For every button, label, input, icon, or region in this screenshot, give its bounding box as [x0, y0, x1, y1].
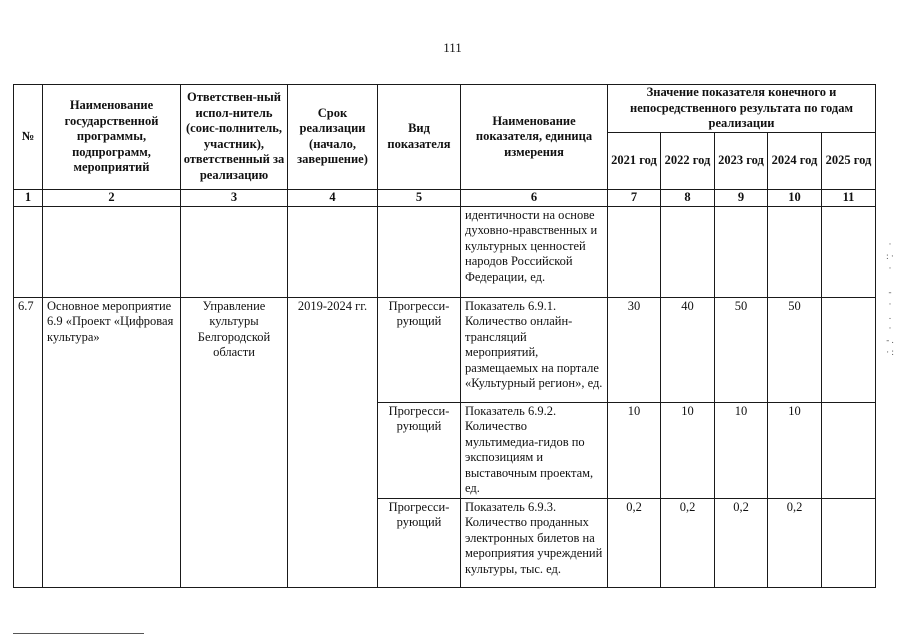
continuation-text: идентичности на основе духовно-нравственных и культурных ценностей народов Российской Федерации, ед. — [461, 206, 608, 297]
column-number: 5 — [378, 189, 461, 206]
empty-cell — [715, 206, 768, 297]
indicator-name: Показатель 6.9.2. Количество мультимедиа-гидов по экспозициям и выставочным проектам, ед. — [461, 402, 608, 498]
value-2021: 0,2 — [608, 498, 661, 587]
column-number: 7 — [608, 189, 661, 206]
value-2025 — [822, 498, 876, 587]
page-number: 111 — [443, 40, 462, 55]
indicator-name: Показатель 6.9.3. Количество проданных электронных билетов на мероприятия учреждений культуры, тыс. ед. — [461, 498, 608, 587]
activity-responsible: Управление культуры Белгородской области — [181, 297, 288, 587]
value-2021: 30 — [608, 297, 661, 402]
column-number: 10 — [768, 189, 822, 206]
empty-cell — [768, 206, 822, 297]
table-row — [14, 297, 876, 402]
column-number: 8 — [661, 189, 715, 206]
header-responsible: Ответствен-ный испол-нитель (соис-полнитель, участник), ответственный за реализацию — [181, 85, 288, 190]
continuation-row — [14, 206, 876, 297]
empty-cell — [43, 206, 181, 297]
value-2023: 50 — [715, 297, 768, 402]
bottom-rule — [13, 633, 144, 634]
header-indicator-type: Вид показателя — [378, 85, 461, 190]
header-year-2021: 2021 год — [608, 132, 661, 189]
empty-cell — [822, 206, 876, 297]
empty-cell — [181, 206, 288, 297]
empty-cell — [14, 206, 43, 297]
indicator-type: Прогресси-рующий — [378, 498, 461, 587]
value-2025 — [822, 297, 876, 402]
value-2022: 0,2 — [661, 498, 715, 587]
header-values-group: Значение показателя конечного и непосредственного результата по годам реализации — [608, 85, 876, 133]
header-year-2025: 2025 год — [822, 132, 876, 189]
value-2021: 10 — [608, 402, 661, 498]
value-2022: 40 — [661, 297, 715, 402]
column-number: 4 — [288, 189, 378, 206]
empty-cell — [378, 206, 461, 297]
indicator-table — [13, 84, 876, 588]
activity-number: 6.7 — [14, 297, 43, 587]
indicator-name: Показатель 6.9.1. Количество онлайн-трансляций мероприятий, размещаемых на портале «Культурный регион», ед. — [461, 297, 608, 402]
header-name: Наименование государственной программы, подпрограмм, мероприятий — [43, 85, 181, 190]
value-2023: 0,2 — [715, 498, 768, 587]
value-2024: 0,2 — [768, 498, 822, 587]
activity-term: 2019-2024 гг. — [288, 297, 378, 587]
header-term: Срок реализации (начало, завершение) — [288, 85, 378, 190]
value-2022: 10 — [661, 402, 715, 498]
column-number: 9 — [715, 189, 768, 206]
indicator-type: Прогресси-рующий — [378, 297, 461, 402]
scan-margin-marks: · : · · - · . · - . · : — [886, 239, 894, 357]
column-number: 1 — [14, 189, 43, 206]
activity-name: Основное мероприятие 6.9 «Проект «Цифровая культура» — [43, 297, 181, 587]
column-number: 3 — [181, 189, 288, 206]
value-2023: 10 — [715, 402, 768, 498]
indicator-type: Прогресси-рующий — [378, 402, 461, 498]
header-year-2024: 2024 год — [768, 132, 822, 189]
header-year-2023: 2023 год — [715, 132, 768, 189]
empty-cell — [661, 206, 715, 297]
value-2024: 10 — [768, 402, 822, 498]
empty-cell — [608, 206, 661, 297]
empty-cell — [288, 206, 378, 297]
column-number: 2 — [43, 189, 181, 206]
header-row — [14, 85, 876, 133]
value-2025 — [822, 402, 876, 498]
header-no: № — [14, 85, 43, 190]
header-indicator-name: Наименование показателя, единица измерения — [461, 85, 608, 190]
column-number: 11 — [822, 189, 876, 206]
header-year-2022: 2022 год — [661, 132, 715, 189]
column-number: 6 — [461, 189, 608, 206]
column-numbers-row — [14, 189, 876, 206]
value-2024: 50 — [768, 297, 822, 402]
